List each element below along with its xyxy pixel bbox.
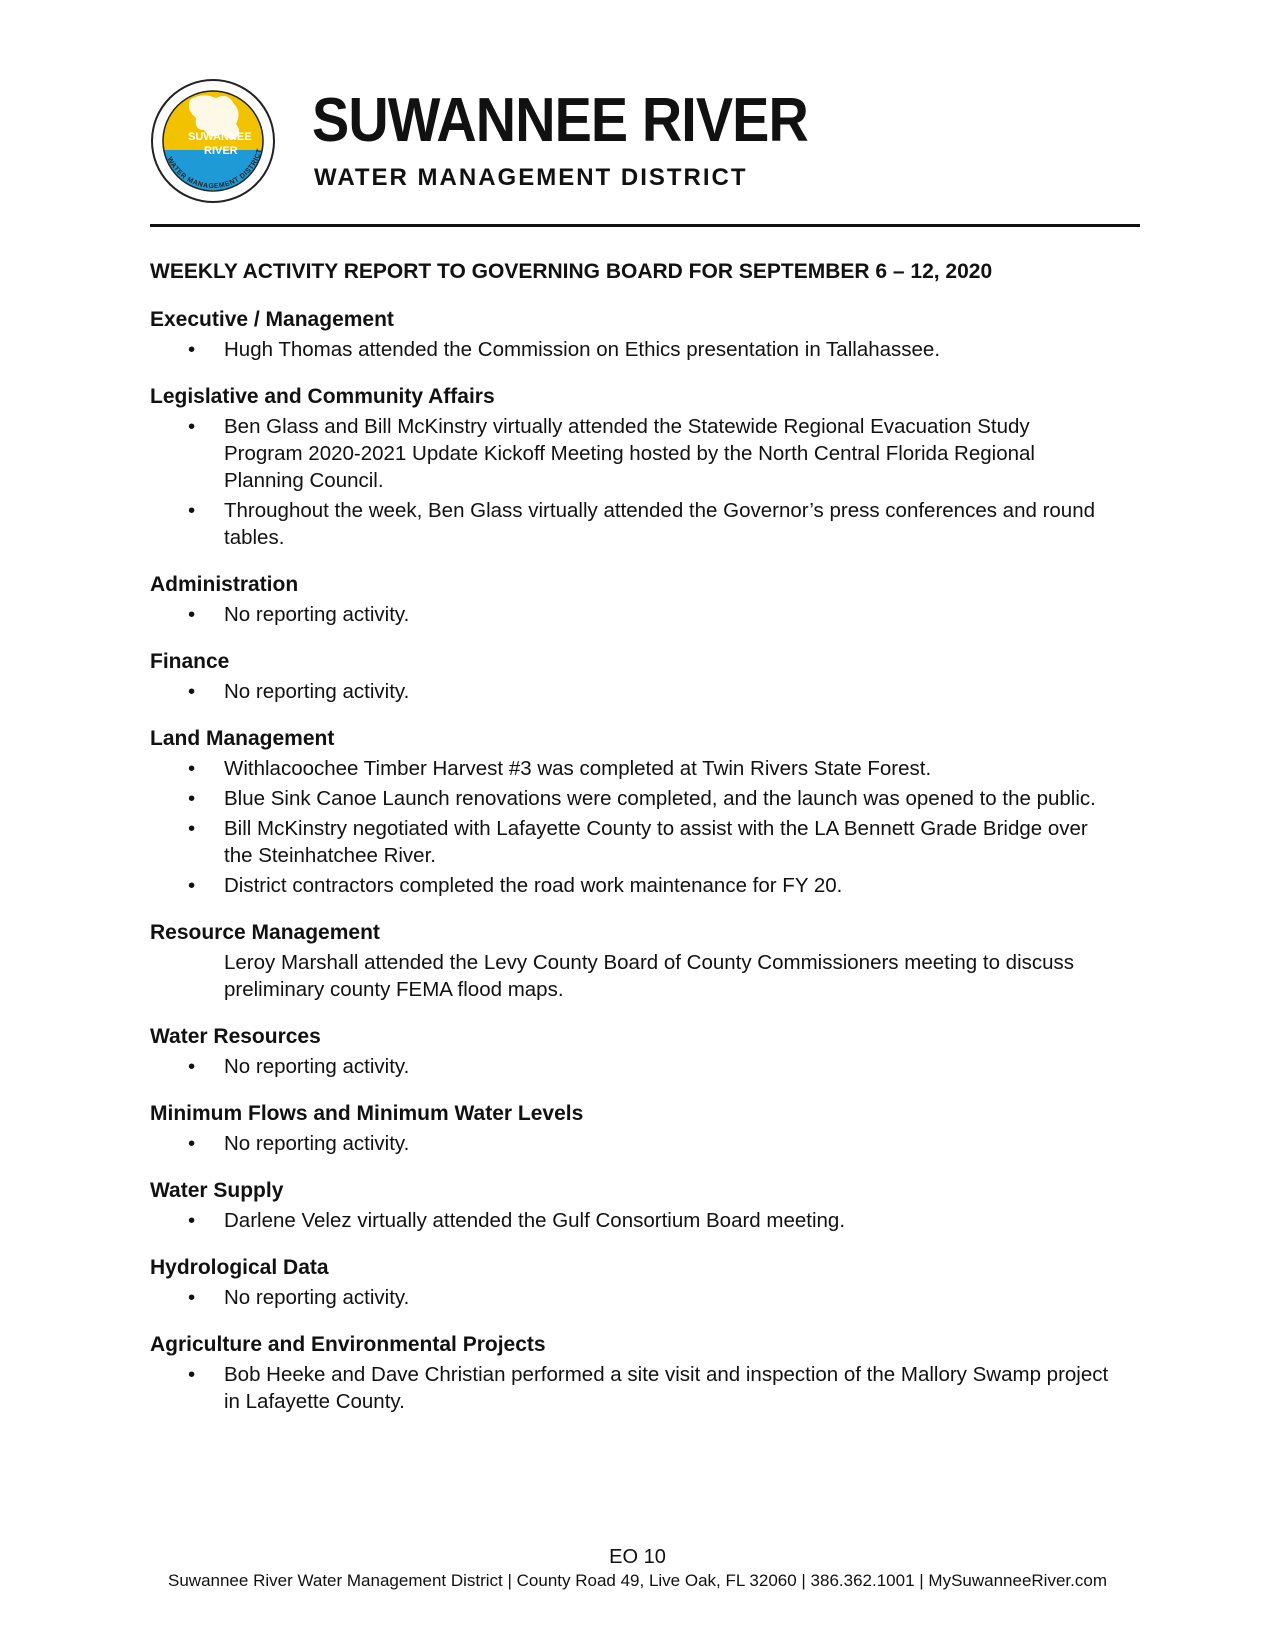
list-item-text: Blue Sink Canoe Launch renovations were completed, and the launch was opened to the public. [224, 787, 1096, 810]
bullet-list [150, 1130, 1130, 1157]
bullet-icon: • [188, 1209, 196, 1232]
svg-text:RIVER: RIVER [204, 145, 238, 157]
bullet-list [150, 336, 1130, 363]
section-heading: Legislative and Community Affairs [150, 385, 495, 408]
bullet-icon: • [188, 415, 196, 438]
bullet-list [150, 413, 1130, 551]
list-item [150, 1207, 1130, 1234]
list-item [150, 1284, 1130, 1311]
bullet-icon: • [188, 787, 196, 810]
bullet-icon: • [188, 817, 196, 840]
bullet-list [150, 1207, 1130, 1234]
bullet-icon: • [188, 499, 196, 522]
bullet-list [150, 1361, 1130, 1415]
report-section [150, 385, 1130, 551]
list-item-text: Ben Glass and Bill McKinstry virtually attended the Statewide Regional Evacuation Study Program 2020-2021 Update Kickoff Meeting hosted by the North Central Florida Regional Planning Council. [224, 415, 1035, 492]
list-item-text: No reporting activity. [224, 603, 410, 626]
organization-subtitle: WATER MANAGEMENT DISTRICT [314, 164, 748, 191]
bullet-icon: • [188, 874, 196, 897]
list-item [150, 497, 1130, 551]
list-item [150, 336, 1130, 363]
list-item-text: No reporting activity. [224, 680, 410, 703]
report-section [150, 921, 1130, 1003]
bullet-icon: • [188, 338, 196, 361]
organization-name: SUWANNEE RIVER [312, 86, 808, 155]
bullet-list [150, 1053, 1130, 1080]
document-header [150, 78, 1150, 208]
section-heading: Agriculture and Environmental Projects [150, 1333, 546, 1356]
section-text: Leroy Marshall attended the Levy County Board of County Commissioners meeting to discuss preliminary county FEMA flood maps. [224, 951, 1075, 1001]
suwannee-river-logo-icon [150, 78, 276, 204]
report-section [150, 650, 1130, 705]
list-item [150, 413, 1130, 494]
bullet-icon: • [188, 1055, 196, 1078]
header-divider [150, 224, 1140, 227]
list-item-text: No reporting activity. [224, 1286, 410, 1309]
report-section [150, 1333, 1130, 1415]
section-heading: Water Resources [150, 1025, 321, 1048]
bullet-list [150, 678, 1130, 705]
report-body [150, 260, 1130, 1437]
section-heading: Administration [150, 573, 299, 596]
list-item [150, 785, 1130, 812]
list-item [150, 755, 1130, 782]
section-heading: Land Management [150, 727, 335, 750]
list-item-text: No reporting activity. [224, 1132, 410, 1155]
list-item [150, 1130, 1130, 1157]
bullet-list [150, 601, 1130, 628]
list-item-text: Hugh Thomas attended the Commission on Ethics presentation in Tallahassee. [224, 338, 941, 361]
section-heading: Resource Management [150, 921, 380, 944]
list-item [150, 872, 1130, 899]
report-section [150, 573, 1130, 628]
footer-address: Suwannee River Water Management District | County Road 49, Live Oak, FL 32060 | 386.362.1001 | MySuwanneeRiver.com [168, 1571, 1107, 1590]
list-item [150, 1361, 1130, 1415]
bullet-icon: • [188, 680, 196, 703]
list-item [150, 678, 1130, 705]
report-title: WEEKLY ACTIVITY REPORT TO GOVERNING BOARD FOR SEPTEMBER 6 – 12, 2020 [150, 260, 993, 283]
svg-text:WATER MANAGEMENT DISTRICT: WATER MANAGEMENT DISTRICT [165, 147, 264, 191]
bullet-list [150, 1284, 1130, 1311]
list-item-text: Withlacoochee Timber Harvest #3 was completed at Twin Rivers State Forest. [224, 757, 932, 780]
bullet-list [150, 755, 1130, 899]
bullet-icon: • [188, 1132, 196, 1155]
page-number: EO 10 [609, 1546, 666, 1568]
report-section [150, 1025, 1130, 1080]
section-heading: Minimum Flows and Minimum Water Levels [150, 1102, 584, 1125]
section-heading: Hydrological Data [150, 1256, 329, 1279]
bullet-icon: • [188, 757, 196, 780]
svg-text:SUWANNEE: SUWANNEE [188, 131, 252, 143]
report-section [150, 727, 1130, 899]
list-item [150, 815, 1130, 869]
report-sections [150, 308, 1130, 1415]
list-item-text: Bill McKinstry negotiated with Lafayette County to assist with the LA Bennett Grade Bridge over the Steinhatchee River. [224, 817, 1088, 867]
section-heading: Executive / Management [150, 308, 394, 331]
report-section [150, 1179, 1130, 1234]
list-item-text: Throughout the week, Ben Glass virtually attended the Governor’s press conferences and round tables. [224, 499, 1095, 549]
bullet-icon: • [188, 603, 196, 626]
list-item-text: Bob Heeke and Dave Christian performed a site visit and inspection of the Mallory Swamp project in Lafayette County. [224, 1363, 1109, 1413]
bullet-icon: • [188, 1286, 196, 1309]
list-item-text: No reporting activity. [224, 1055, 410, 1078]
bullet-icon: • [188, 1363, 196, 1386]
report-section [150, 1102, 1130, 1157]
list-item-text: District contractors completed the road work maintenance for FY 20. [224, 874, 843, 897]
report-section [150, 1256, 1130, 1311]
section-heading: Finance [150, 650, 230, 673]
list-item-text: Darlene Velez virtually attended the Gulf Consortium Board meeting. [224, 1209, 846, 1232]
list-item [150, 1053, 1130, 1080]
section-heading: Water Supply [150, 1179, 284, 1202]
list-item [150, 601, 1130, 628]
report-section [150, 308, 1130, 363]
